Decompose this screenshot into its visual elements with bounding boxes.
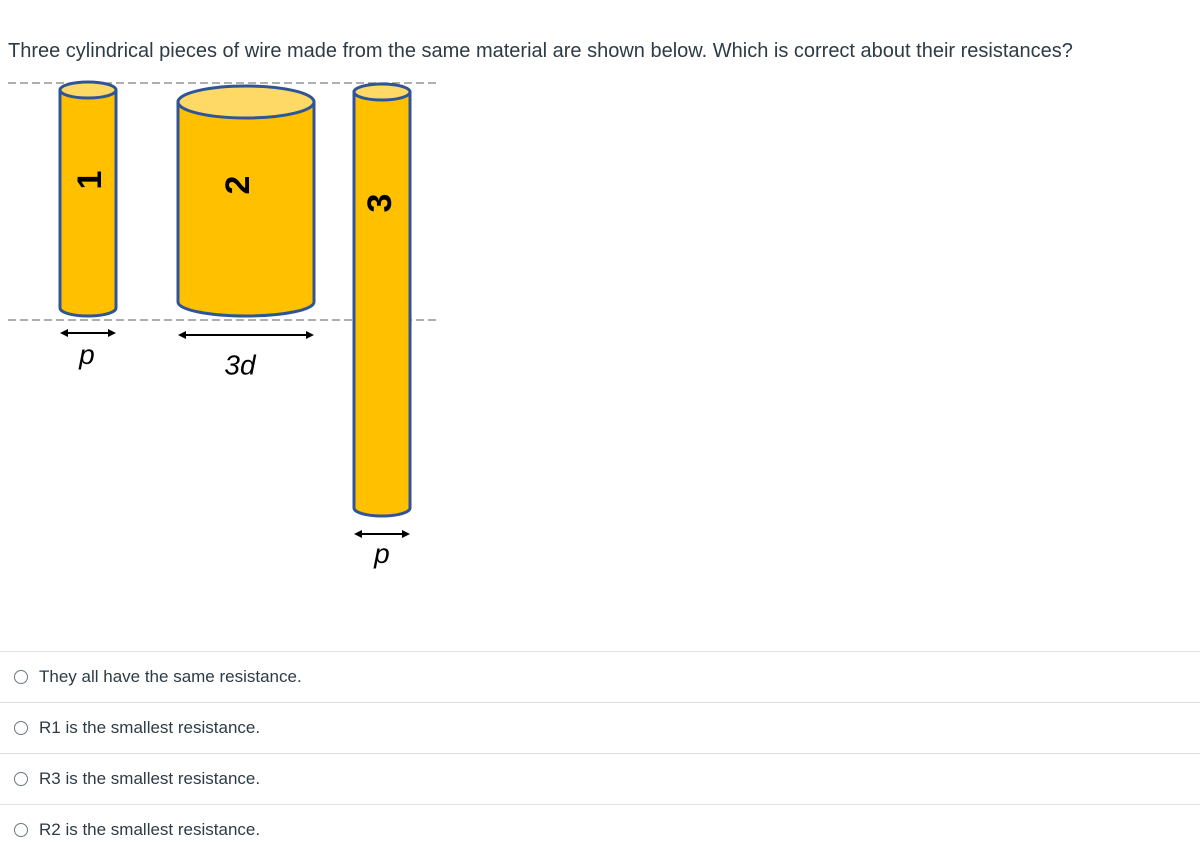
answer-list [0, 651, 1200, 855]
radio-button[interactable] [14, 721, 28, 735]
wire-1-number: 1 [70, 170, 109, 190]
answer-option-3[interactable] [0, 753, 1200, 804]
wire-3 [354, 84, 410, 574]
answer-option-1[interactable] [0, 651, 1200, 702]
radio-button[interactable] [14, 823, 28, 837]
question-text: Three cylindrical pieces of wire made from the same material are shown below. Which is correct about their resistances? [8, 40, 1073, 62]
answer-label: R1 is the smallest resistance. [39, 718, 261, 737]
wire-2-number: 2 [218, 175, 257, 195]
answer-label: They all have the same resistance. [39, 667, 302, 686]
wire-3-number: 3 [360, 193, 399, 213]
wire-1-diameter-label: d [79, 343, 95, 375]
wire-1 [60, 82, 116, 375]
answer-option-2[interactable] [0, 702, 1200, 753]
wire-2-diameter-label: 3d [224, 349, 256, 381]
wires-figure [0, 70, 460, 580]
answer-label: R2 is the smallest resistance. [39, 820, 261, 839]
answer-option-4[interactable] [0, 804, 1200, 855]
radio-button[interactable] [14, 772, 28, 786]
radio-button[interactable] [14, 670, 28, 684]
wire-3-diameter-label: d [374, 542, 390, 574]
answer-label: R3 is the smallest resistance. [39, 769, 261, 788]
wire-2 [178, 86, 314, 380]
